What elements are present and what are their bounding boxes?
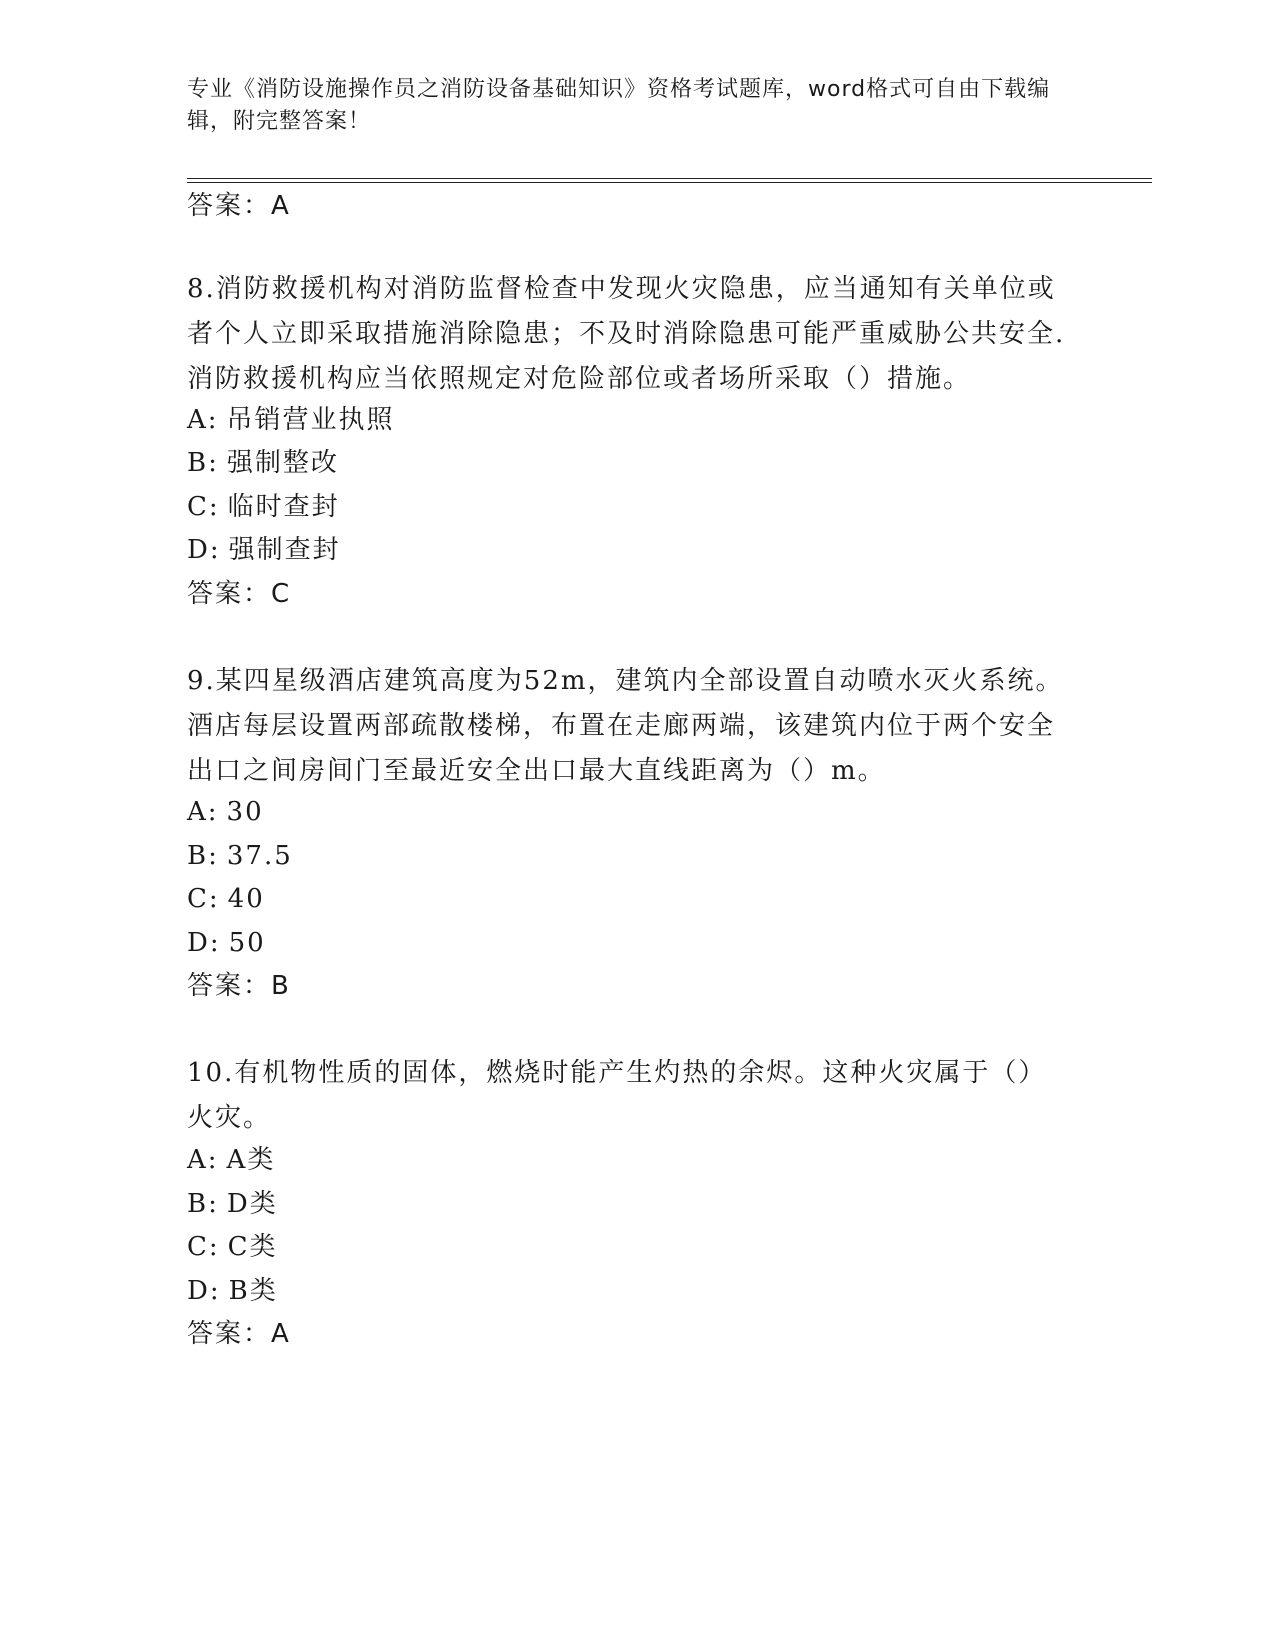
option-text: 30 <box>226 797 264 827</box>
option-a <box>187 1138 275 1183</box>
option-d <box>187 1269 278 1314</box>
option-d <box>187 528 341 573</box>
option-text: 强制整改 <box>226 448 339 478</box>
option-c <box>187 877 265 922</box>
option-a <box>187 398 395 443</box>
option-key: D: <box>187 928 221 958</box>
option-key: B: <box>187 841 219 871</box>
option-b <box>187 834 293 879</box>
option-c <box>187 1225 278 1270</box>
option-key: A: <box>187 405 219 435</box>
option-key: A: <box>187 1145 219 1175</box>
option-text: 40 <box>227 884 265 914</box>
header-divider-top <box>187 178 1152 179</box>
option-c <box>187 485 340 530</box>
question-text: 10.有机物性质的固体，燃烧时能产生灼热的余烬。这种火灾属于（）火灾。 <box>187 1058 1047 1133</box>
option-key: C: <box>187 884 220 914</box>
option-b <box>187 1182 278 1227</box>
option-key: B: <box>187 448 219 478</box>
option-text: D类 <box>226 1189 278 1219</box>
option-key: C: <box>187 1232 220 1262</box>
option-text: A类 <box>226 1145 276 1175</box>
question-text: 9.某四星级酒店建筑高度为52m，建筑内全部设置自动喷水灭火系统。酒店每层设置两部疏散楼梯，布置在走廊两端，该建筑内位于两个安全出口之间房间门至最近安全出口最大直线距离为（）m。 <box>187 666 1064 786</box>
header-divider-bottom <box>187 182 1152 183</box>
option-text: 50 <box>228 928 266 958</box>
option-text: 吊销营业执照 <box>226 405 395 435</box>
option-key: A: <box>187 797 219 827</box>
option-key: D: <box>187 1276 221 1306</box>
option-text: B类 <box>228 1276 278 1306</box>
option-d <box>187 921 266 966</box>
answer-line: 答案：A <box>187 191 291 221</box>
option-key: B: <box>187 1189 219 1219</box>
document-header: 专业《消防设施操作员之消防设备基础知识》资格考试题库，word格式可自由下载编辑，附完整答案！ <box>187 77 1051 134</box>
option-b <box>187 441 339 486</box>
option-text: 临时查封 <box>227 492 340 522</box>
option-text: 37.5 <box>226 841 293 871</box>
answer-line: 答案：C <box>187 579 292 609</box>
question-text: 8.消防救援机构对消防监督检查中发现火灾隐患，应当通知有关单位或者个人立即采取措施消除隐患；不及时消除隐患可能严重威胁公共安全.消防救援机构应当依照规定对危险部位或者场所采取（）措施。 <box>187 274 1066 394</box>
answer-line: 答案：B <box>187 971 291 1001</box>
option-key: C: <box>187 492 220 522</box>
option-text: C类 <box>227 1232 278 1262</box>
option-text: 强制查封 <box>228 535 341 565</box>
option-a <box>187 790 264 835</box>
option-key: D: <box>187 535 221 565</box>
answer-line: 答案：A <box>187 1319 291 1349</box>
